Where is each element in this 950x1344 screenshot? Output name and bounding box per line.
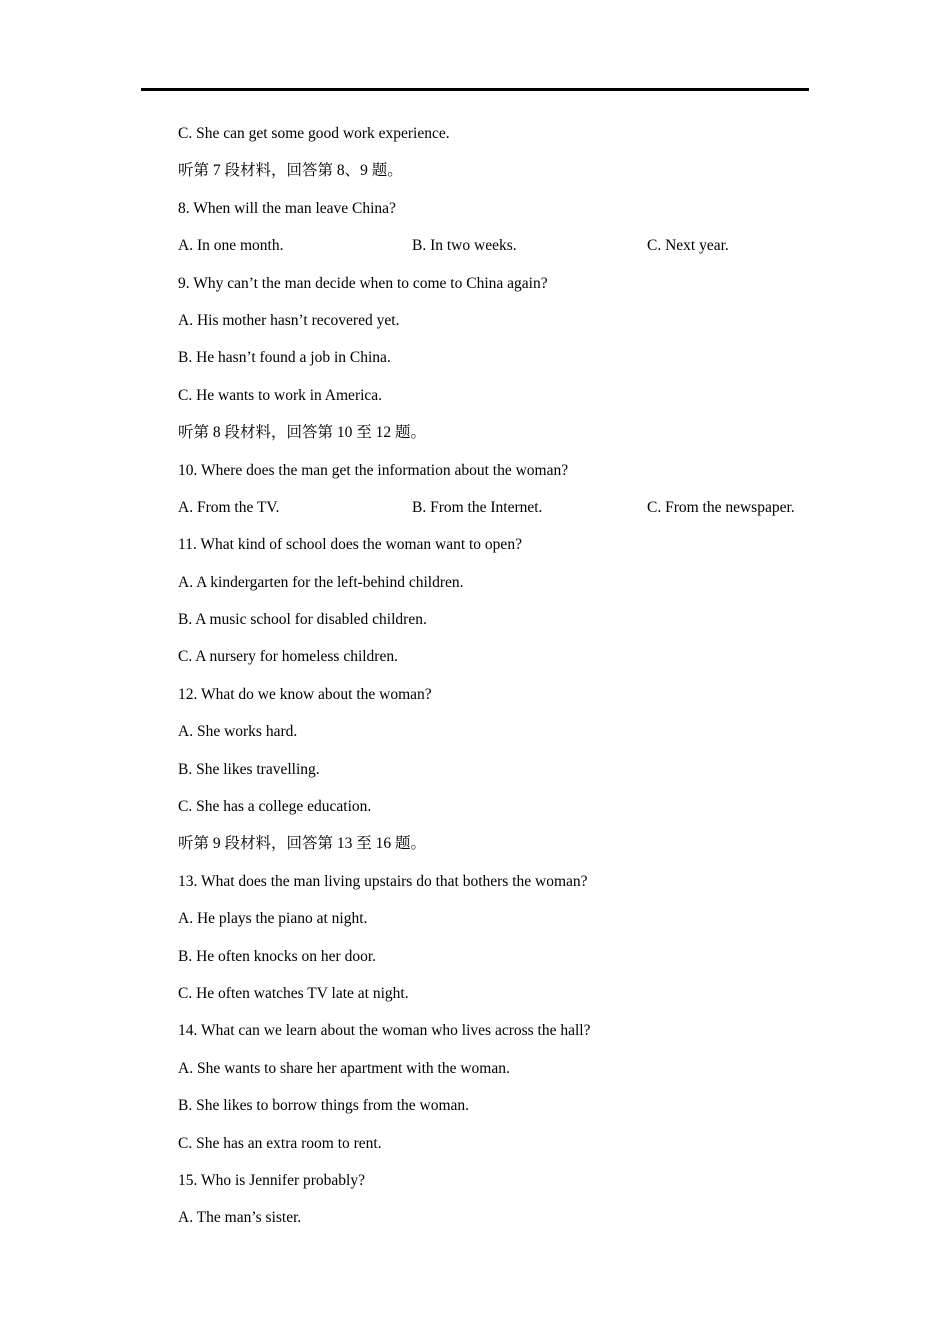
option-line: C. She has a college education. bbox=[178, 798, 372, 816]
option-line: B. A music school for disabled children. bbox=[178, 611, 427, 629]
options-row bbox=[178, 495, 818, 532]
question-text: 14. What can we learn about the woman who lives across the hall? bbox=[178, 1022, 591, 1040]
option-line: A. The man’s sister. bbox=[178, 1209, 302, 1227]
option-line: C. He wants to work in America. bbox=[178, 386, 383, 404]
text-line: C. She can get some good work experience. bbox=[178, 125, 450, 142]
option-line: B. She likes to borrow things from the woman. bbox=[178, 1097, 470, 1115]
option-line: A. She works hard. bbox=[178, 723, 298, 741]
option-line: A. He plays the piano at night. bbox=[178, 910, 368, 928]
option-c: C. Next year. bbox=[647, 237, 729, 255]
option-a: A. In one month. bbox=[178, 237, 284, 255]
section-heading: 听第 9 段材料，回答第 13 至 16 题。 bbox=[178, 835, 427, 853]
option-line: B. He often knocks on her door. bbox=[178, 947, 377, 965]
question-text: 11. What kind of school does the woman want to open? bbox=[178, 536, 522, 554]
header-rule bbox=[141, 88, 809, 91]
options-row bbox=[178, 233, 818, 270]
document-body bbox=[178, 121, 818, 1243]
question-text: 8. When will the man leave China? bbox=[178, 199, 396, 217]
question-text: 9. Why can’t the man decide when to come to China again? bbox=[178, 274, 548, 292]
option-b: B. In two weeks. bbox=[412, 237, 517, 255]
option-line: C. A nursery for homeless children. bbox=[178, 648, 398, 666]
question-text: 13. What does the man living upstairs do that bothers the woman? bbox=[178, 872, 588, 890]
section-heading: 听第 7 段材料，回答第 8、9 题。 bbox=[178, 162, 403, 180]
option-b: B. From the Internet. bbox=[412, 498, 543, 516]
option-line: C. She has an extra room to rent. bbox=[178, 1134, 382, 1152]
option-line: B. She likes travelling. bbox=[178, 760, 320, 778]
option-line: B. He hasn’t found a job in China. bbox=[178, 349, 391, 367]
section-heading: 听第 8 段材料，回答第 10 至 12 题。 bbox=[178, 424, 427, 442]
option-line: A. She wants to share her apartment with the woman. bbox=[178, 1059, 510, 1077]
question-text: 10. Where does the man get the information about the woman? bbox=[178, 461, 569, 479]
option-line: A. A kindergarten for the left-behind children. bbox=[178, 573, 464, 591]
option-a: A. From the TV. bbox=[178, 498, 280, 516]
question-text: 15. Who is Jennifer probably? bbox=[178, 1171, 365, 1189]
option-line: C. He often watches TV late at night. bbox=[178, 984, 409, 1002]
question-text: 12. What do we know about the woman? bbox=[178, 685, 432, 703]
option-line: A. His mother hasn’t recovered yet. bbox=[178, 311, 400, 329]
option-c: C. From the newspaper. bbox=[647, 498, 795, 516]
